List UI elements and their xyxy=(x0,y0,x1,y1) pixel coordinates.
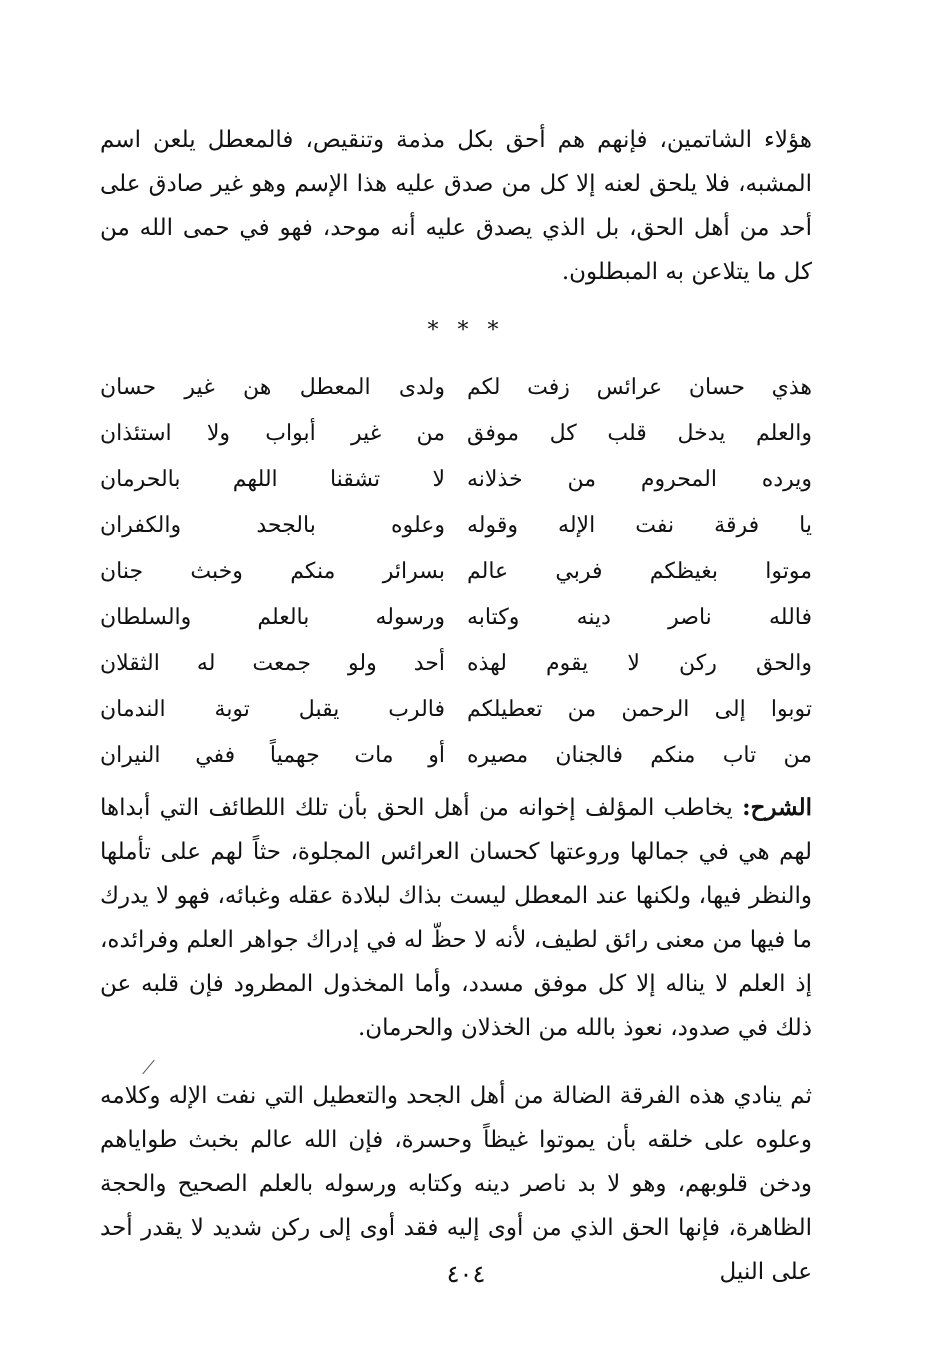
verse-first-hemistich: ويرده المحروم من خذلانه xyxy=(467,467,812,492)
stray-pen-mark xyxy=(142,1060,154,1074)
verse-second-hemistich: وعلوه بالجحد والكفران xyxy=(100,513,445,538)
verse-first-hemistich: والحق ركن لا يقوم لهذه xyxy=(467,651,812,676)
verse-first-hemistich: موتوا بغيظكم فربي عالم xyxy=(467,559,812,584)
commentary-body xyxy=(100,786,812,1050)
poem-verse xyxy=(100,595,812,641)
verse-second-hemistich: أو مات جهمياً ففي النيران xyxy=(100,743,445,768)
poem-verse xyxy=(100,365,812,411)
verse-first-hemistich: يا فرقة نفت الإله وقوله xyxy=(467,513,812,538)
poem-verse xyxy=(100,411,812,457)
verse-second-hemistich: بسرائر منكم وخبث جنان xyxy=(100,559,445,584)
page-number: ٤٠٤ xyxy=(446,1260,486,1288)
verse-second-hemistich: فالرب يقبل توبة الندمان xyxy=(100,697,445,722)
verse-first-hemistich: والعلم يدخل قلب كل موفق xyxy=(467,421,812,446)
verse-first-hemistich: هذي حسان عرائس زفت لكم xyxy=(467,375,812,400)
verse-second-hemistich: أحد ولو جمعت له الثقلان xyxy=(100,651,445,676)
verse-first-hemistich: فالله ناصر دينه وكتابه xyxy=(467,605,812,630)
section-separator: * * * xyxy=(427,318,505,343)
commentary-text: يخاطب المؤلف إخوانه من أهل الحق بأن تلك اللطائف التي أبداها لهم هي في جمالها وروعتها كحسان العرائس المجلوة، حثاً لهم على تأملها والنظر فيها، ولكنها عند المعطل ليست بذاك لبلادة عقله وغبائه، فهو لا يدرك ما فيها من معنى رائق لطيف، لأنه لا حظّ له في إدراك جواهر العلم وفرائده، إذ العلم لا يناله إلا كل موفق مسدد، وأما المخذول المطرود فإن قلبه عن ذلك في صدود، نعوذ بالله من الخذلان والحرمان. xyxy=(100,795,812,1041)
verse-second-hemistich: ورسوله بالعلم والسلطان xyxy=(100,605,445,630)
poem-verse xyxy=(100,457,812,503)
intro-paragraph xyxy=(100,118,812,294)
commentary-heading: الشرح: xyxy=(742,794,813,821)
poem-verse xyxy=(100,733,812,779)
intro-text: هؤلاء الشاتمين، فإنهم هم أحق بكل مذمة وتنقيص، فالمعطل يلعن اسم المشبه، فلا يلحق لعنه إلا كل من صدق عليه هذا الإسم وهو غير صادق على أحد من أهل الحق، بل الذي يصدق عليه أنه موحد، فهو في حمى الله من كل ما يتلاعن به المبطلون. xyxy=(100,127,812,285)
second-text: ثم ينادي هذه الفرقة الضالة من أهل الجحد والتعطيل التي نفت الإله وكلامه وعلوه على خلقه بأن يموتوا غيظاً وحسرة، فإن الله عالم بخبث طواياهم ودخن قلوبهم، وهو لا بد ناصر دينه وكتابه ورسوله بالعلم الصحيح والحجة الظاهرة، فإنها الحق الذي من أوى إليه فقد أوى إلى ركن شديد لا يقدر أحد على النيل xyxy=(100,1083,812,1285)
poem-verse xyxy=(100,687,812,733)
commentary-paragraph xyxy=(100,786,812,1050)
verse-first-hemistich: من تاب منكم فالجنان مصيره xyxy=(467,743,812,768)
verse-second-hemistich: من غير أبواب ولا استئذان xyxy=(100,421,445,446)
poem-verse xyxy=(100,641,812,687)
verse-first-hemistich: توبوا إلى الرحمن من تعطيلكم xyxy=(467,697,812,722)
poem-block xyxy=(100,365,812,779)
poem-verse xyxy=(100,549,812,595)
poem-verse xyxy=(100,503,812,549)
verse-second-hemistich: لا تشقنا اللهم بالحرمان xyxy=(100,467,445,492)
verse-second-hemistich: ولدى المعطل هن غير حسان xyxy=(100,375,445,400)
